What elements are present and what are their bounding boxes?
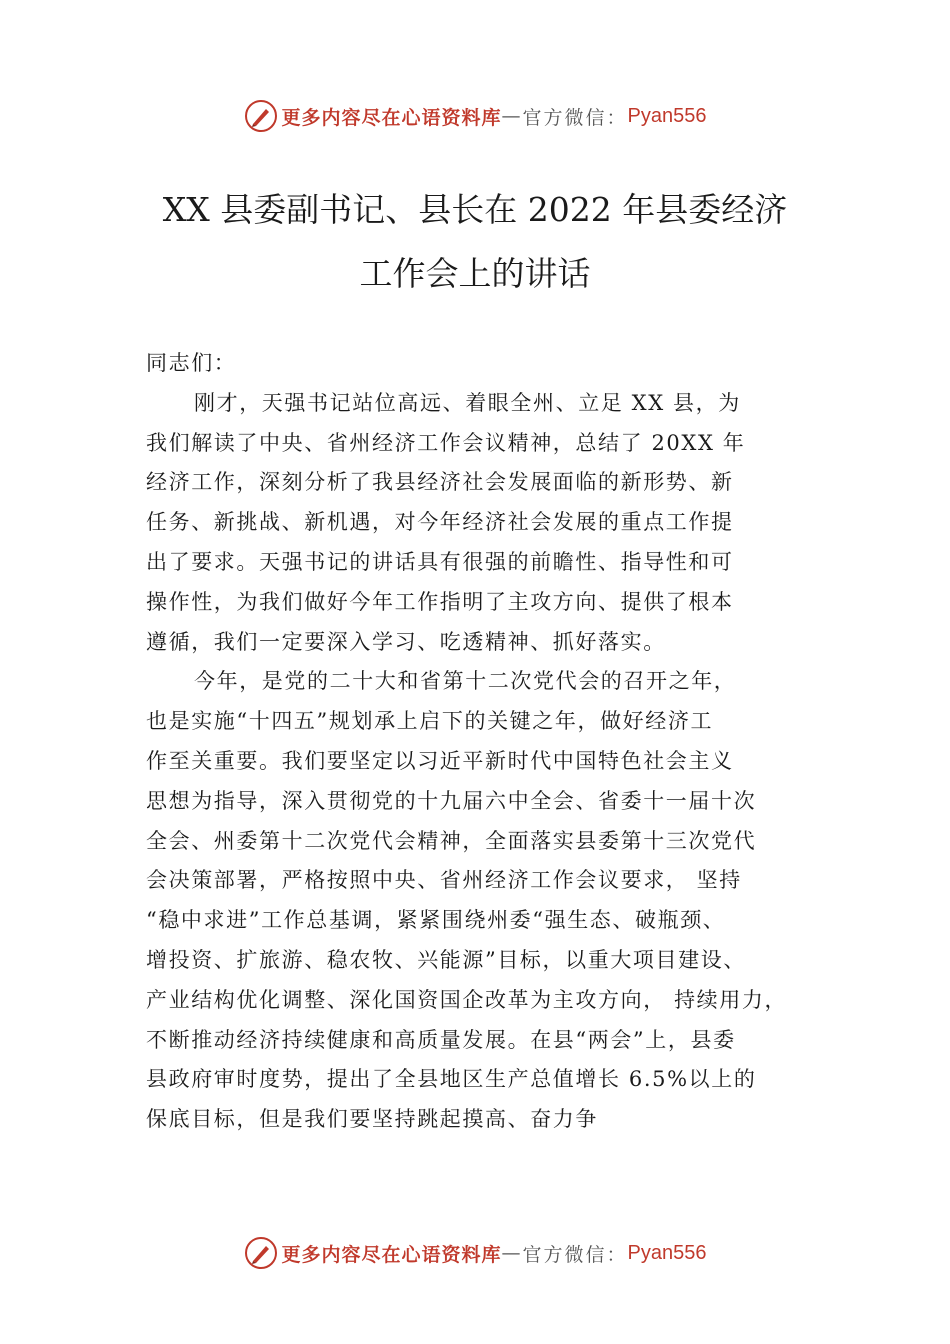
paragraph-line: 任务、新挑战、新机遇，对今年经济社会发展的重点工作提 [146,510,734,535]
paragraph-line: 思想为指导，深入贯彻党的十九届六中全会、省委十一届十次 [146,788,757,813]
watermark-brand-text: 更多内容尽在心语资料库 [281,106,502,129]
watermark-brand-text: 更多内容尽在心语资料库 [281,1243,502,1266]
watermark-dash: — [501,1242,523,1264]
watermark-account: Pyan556 [627,1241,707,1264]
paragraph-1 [146,384,824,663]
paragraph-line: 不断推动经济持续健康和高质量发展。在县“两会”上，县委 [146,1027,736,1052]
pen-logo-icon [244,99,278,133]
watermark-label: 官方微信： [522,1243,628,1266]
document-title-line-2: 工作会上的讲话 [359,254,591,293]
watermark-dash: — [501,105,523,127]
paragraph-line: 出了要求。天强书记的讲话具有很强的前瞻性、指导性和可 [146,549,734,574]
pen-logo-icon [244,1236,278,1270]
watermark-label: 官方微信： [522,106,628,129]
document-title-line-1: XX 县委副书记、县长在 2022 年县委经济 [162,190,788,229]
paragraph-2 [146,662,824,1140]
paragraph-line: 我们解读了中央、省州经济工作会议精神，总结了 20XX 年 [146,430,746,455]
paragraph-line: 会决策部署，严格按照中央、省州经济工作会议要求， 坚持 [146,868,742,893]
paragraph-line: 保底目标，但是我们要坚持跳起摸高、奋力争 [146,1107,598,1132]
paragraph-line: 县政府审时度势，提出了全县地区生产总值增长 6.5%以上的 [146,1067,757,1092]
paragraph-line: 今年，是党的二十大和省第十二次党代会的召开之年， [194,669,737,694]
greeting: 同志们： [146,351,237,375]
watermark-header [0,96,950,136]
paragraph-line: 增投资、扩旅游、稳农牧、兴能源”目标，以重大项目建设、 [146,947,746,972]
document-body [146,344,824,1140]
paragraph-line: 也是实施“十四五”规划承上启下的关键之年，做好经济工 [146,709,714,734]
watermark-account: Pyan556 [627,104,707,127]
paragraph-line: 刚才，天强书记站位高远、着眼全州、立足 XX 县，为 [194,390,741,415]
paragraph-line: 作至关重要。我们要坚定以习近平新时代中国特色社会主义 [146,748,734,773]
paragraph-line: 操作性，为我们做好今年工作指明了主攻方向、提供了根本 [146,589,734,614]
paragraph-line: 产业结构优化调整、深化国资国企改革为主攻方向， 持续用力， [146,987,788,1012]
paragraph-line: 经济工作，深刻分析了我县经济社会发展面临的新形势、新 [146,470,734,495]
paragraph-line: “稳中求进”工作总基调，紧紧围绕州委“强生态、破瓶颈、 [146,908,726,933]
paragraph-line: 全会、州委第十二次党代会精神，全面落实县委第十三次党代 [146,828,757,853]
watermark-footer [0,1233,950,1273]
paragraph-line: 遵循，我们一定要深入学习、吃透精神、抓好落实。 [146,629,666,654]
